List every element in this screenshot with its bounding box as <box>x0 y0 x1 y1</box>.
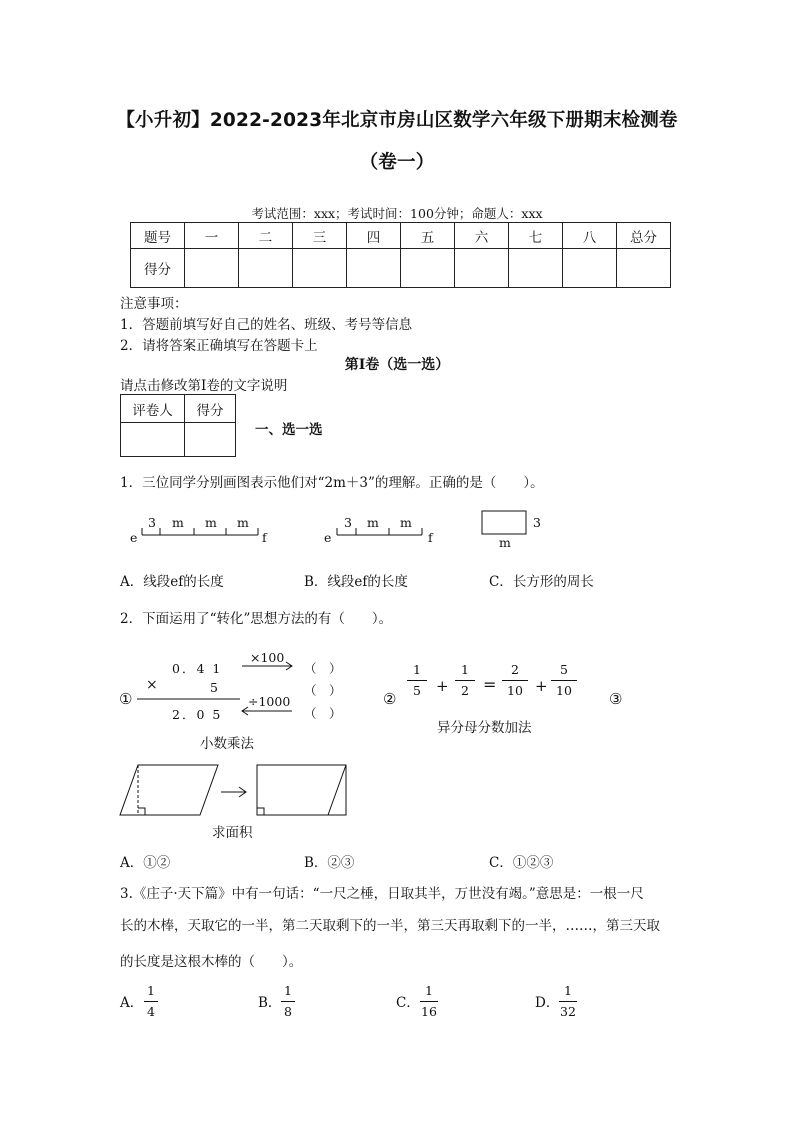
page-subtitle: （卷一） <box>359 152 435 173</box>
q1-fig3-rectangle <box>482 511 526 534</box>
q1-fig1-seg-label: m <box>172 515 184 530</box>
part-title: 一、选一选 <box>255 422 323 438</box>
q1-fig2-label-f: f <box>428 530 433 545</box>
q3-fraction-denominator: 16 <box>421 1003 437 1019</box>
q2-fraction-numerator: 5 <box>560 662 568 677</box>
q2-fraction <box>551 664 577 697</box>
q2-mult-caption: 小数乘法 <box>200 736 254 752</box>
q1-option-b[interactable]: B．线段ef的长度 <box>304 574 408 590</box>
q1-fig3-bottom-label: m <box>499 535 511 550</box>
q3-option-c-label[interactable]: C． <box>396 995 420 1011</box>
q2-cut-line <box>328 765 346 815</box>
q3-option-d-fraction[interactable] <box>559 985 577 1018</box>
q2-circle-2: ② <box>383 690 397 708</box>
q2-fraction <box>455 664 475 697</box>
q3-fraction-denominator: 4 <box>147 1003 155 1019</box>
score-cell: 四 <box>347 223 401 249</box>
q2-arrow-down-label: ÷1000 <box>248 694 291 709</box>
q2-fraction-numerator: 1 <box>461 662 469 677</box>
q2-option-c[interactable]: C．①②③ <box>489 855 554 871</box>
q1-fig2-seg-label: m <box>367 515 379 530</box>
score-cell: 二 <box>239 223 293 249</box>
q3-option-a-label[interactable]: A． <box>120 995 144 1011</box>
q2-option-a[interactable]: A．①② <box>120 855 171 871</box>
q2-right-angle-mark <box>138 808 145 815</box>
exam-info: 考试范围：xxx；考试时间：100分钟；命题人：xxx <box>251 206 543 221</box>
q2-fraction-numerator: 2 <box>511 662 519 677</box>
q3-fraction-denominator: 32 <box>560 1003 576 1019</box>
q2-circle-3: ③ <box>609 690 623 708</box>
q1-option-c[interactable]: C．长方形的周长 <box>489 574 594 590</box>
q3-option-b-label[interactable]: B． <box>258 995 282 1011</box>
q2-parallelogram <box>120 765 218 815</box>
q1-option-a[interactable]: A．线段ef的长度 <box>120 574 224 590</box>
q2-fraction-denominator: 2 <box>461 682 469 698</box>
q3-fraction-numerator: 1 <box>147 983 155 998</box>
q3-stem-line: 的长度是这根木棒的（ ）。 <box>120 954 303 970</box>
q3-option-d-label[interactable]: D． <box>535 995 560 1011</box>
q3-option-b-fraction[interactable] <box>281 985 295 1018</box>
q2-fraction-denominator: 10 <box>556 682 572 698</box>
q2-op: = <box>483 675 497 694</box>
q1-fig1-seg-label: m <box>237 515 249 530</box>
q1-fig1-seg-label: m <box>205 515 217 530</box>
score-cell: 七 <box>509 223 563 249</box>
q2-blank[interactable]: （ ） <box>304 683 342 698</box>
q2-blank[interactable]: （ ） <box>304 661 342 676</box>
q2-fraction-denominator: 5 <box>413 682 421 698</box>
score-row-label: 得分 <box>131 249 185 288</box>
q3-fraction-denominator: 8 <box>284 1003 292 1019</box>
q2-mult-mid: 5 <box>210 680 218 695</box>
section-edit-hint[interactable]: 请点击修改第Ⅰ卷的文字说明 <box>120 378 288 394</box>
q1-fig1-label-e: e <box>130 530 138 545</box>
q3-option-c-fraction[interactable] <box>420 985 438 1018</box>
score-cell: 题号 <box>131 223 185 249</box>
q2-blank[interactable]: （ ） <box>304 706 342 721</box>
score-cell: 三 <box>293 223 347 249</box>
grader-score-label: 得分 <box>185 395 236 423</box>
q3-option-a-fraction[interactable] <box>144 985 158 1018</box>
q1-fig2-seg-label: m <box>400 515 412 530</box>
score-cell: 五 <box>401 223 455 249</box>
q2-rectangle <box>257 765 346 815</box>
q3-fraction-numerator: 1 <box>284 983 292 998</box>
q2-mult-times: × <box>146 677 158 693</box>
q2-arrow-up-label: ×100 <box>250 650 285 665</box>
q2-option-b[interactable]: B．②③ <box>304 855 355 871</box>
q2-mult-top: 0．4 1 <box>172 661 223 676</box>
q2-area-caption: 求面积 <box>212 825 253 841</box>
q2-fraction <box>407 664 427 697</box>
q1-fig1-seg-label: 3 <box>148 515 156 530</box>
score-cell: 总分 <box>617 223 671 249</box>
notes-item: 1．答题前填写好自己的姓名、班级、考号等信息 <box>120 317 413 333</box>
page-title: 【小升初】2022-2023年北京市房山区数学六年级下册期末检测卷 <box>116 110 678 131</box>
q3-stem-line: 3.《庄子·天下篇》中有一句话：“一尺之棰，日取其半，万世没有竭。”意思是：一根一尺 <box>120 886 644 902</box>
q1-fig1-label-f: f <box>262 530 267 545</box>
q2-circle-1: ① <box>119 690 133 708</box>
section-title: 第Ⅰ卷（选一选） <box>344 357 450 373</box>
q1-fig3-side-label: 3 <box>533 515 541 530</box>
q2-fraction-numerator: 1 <box>413 662 421 677</box>
score-cell: 八 <box>563 223 617 249</box>
q1-fig2-label-e: e <box>324 530 332 545</box>
grader-label: 评卷人 <box>121 395 185 423</box>
q2-mult-bottom: 2．0 5 <box>172 707 223 722</box>
q2-op: + <box>535 677 548 695</box>
q2-fraction <box>502 664 528 697</box>
q2-stem: 2．下面运用了“转化”思想方法的有（ ）。 <box>120 611 393 627</box>
q1-fig2-seg-label: 3 <box>344 515 352 530</box>
q2-op: + <box>436 677 449 695</box>
notes-item: 2．请将答案正确填写在答题卡上 <box>120 338 318 354</box>
q3-stem-line: 长的木棒，天取它的一半，第二天取剩下的一半，第三天再取剩下的一半，……，第三天取 <box>120 918 660 934</box>
score-cell: 一 <box>185 223 239 249</box>
q2-right-angle-mark <box>257 808 264 815</box>
q3-fraction-numerator: 1 <box>564 983 572 998</box>
notes-heading: 注意事项： <box>120 296 188 312</box>
q1-stem: 1．三位同学分别画图表示他们对“2m＋3”的理解。正确的是（ ）。 <box>120 475 544 491</box>
q2-fraction-denominator: 10 <box>507 682 523 698</box>
q2-fracs-caption: 异分母分数加法 <box>437 720 532 736</box>
score-cell: 六 <box>455 223 509 249</box>
q3-fraction-numerator: 1 <box>425 983 433 998</box>
